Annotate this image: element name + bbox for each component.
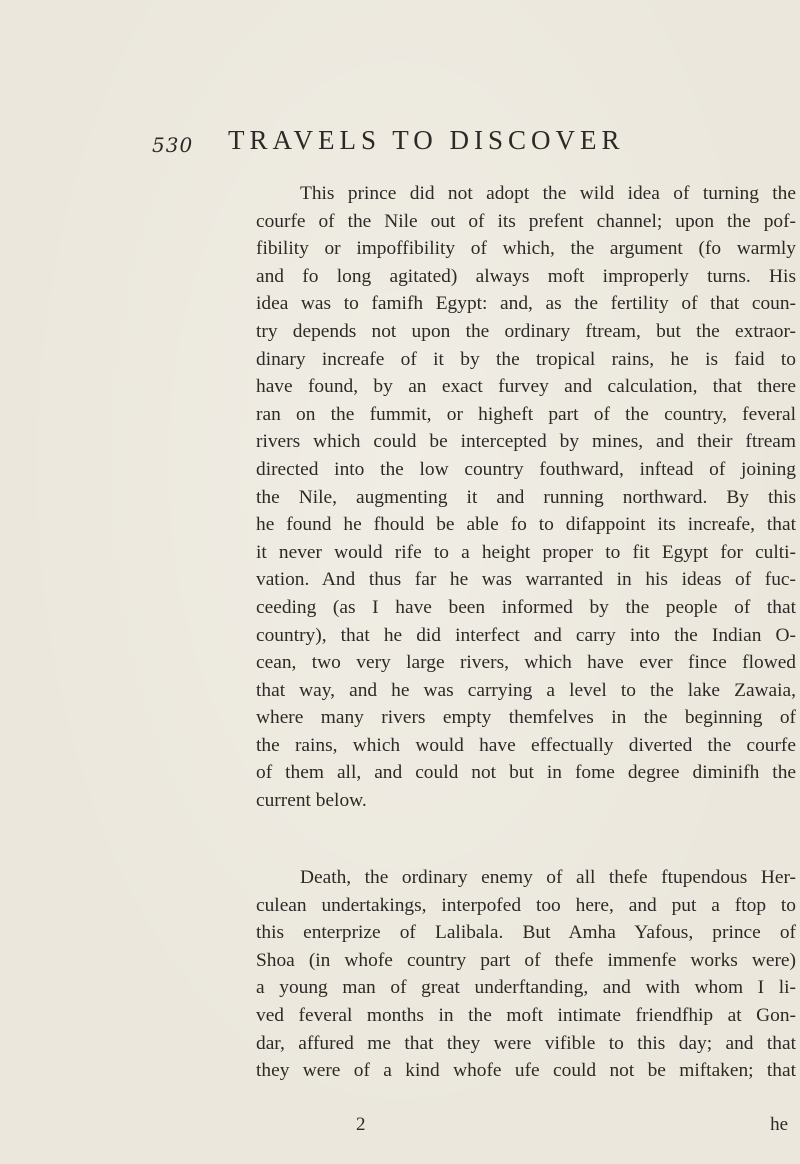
paragraph-line: it never would rife to a height proper to fit Egypt for culti- <box>256 541 796 563</box>
paragraph-line: Death, the ordinary enemy of all thefe ftupendous Her- <box>300 867 796 888</box>
catchword: he <box>770 1114 788 1135</box>
paragraph-line: idea was to famifh Egypt: and, as the fertility of that coun- <box>256 293 796 315</box>
paragraph-line: rivers which could be intercepted by mines, and their ftream <box>256 431 796 453</box>
paragraph-line: they were of a kind whofe ufe could not be miftaken; that <box>256 1060 796 1082</box>
paragraph-line: ran on the fummit, or higheft part of the country, feveral <box>256 403 796 425</box>
paragraph-line: fibility or impoffibility of which, the argument (fo warmly <box>256 238 796 260</box>
paragraph-2 <box>256 864 796 1085</box>
paragraph-line: country), that he did interfect and carry into the Indian O- <box>256 624 796 646</box>
paragraph-line: this enterprize of Lalibala. But Amha Yafous, prince of <box>256 922 796 944</box>
paragraph-line: This prince did not adopt the wild idea of turning the <box>300 183 796 204</box>
running-head: TRAVELS TO DISCOVER <box>228 125 625 155</box>
page-header <box>0 125 800 165</box>
paragraph-line: dinary increafe of it by the tropical rains, he is faid to <box>256 348 796 370</box>
paragraph-line: Shoa (in whofe country part of thefe immenfe works were) <box>256 949 796 971</box>
page-number: 530 <box>152 133 194 157</box>
paragraph-line: that way, and he was carrying a level to the lake Zawaia, <box>256 679 796 701</box>
paragraph-line: a young man of great underftanding, and with whom I li- <box>256 977 796 999</box>
paragraph-1 <box>256 180 796 815</box>
paragraph-line: courfe of the Nile out of its prefent channel; upon the pof- <box>256 210 796 232</box>
paragraph-line: ceeding (as I have been informed by the people of that <box>256 596 796 618</box>
page-footer <box>256 1114 796 1142</box>
paragraph-line: cean, two very large rivers, which have ever fince flowed <box>256 652 796 674</box>
paragraph-line: he found he fhould be able fo to difappoint its increafe, that <box>256 514 796 536</box>
signature-mark: 2 <box>356 1114 366 1135</box>
paragraph-line: have found, by an exact furvey and calculation, that there <box>256 376 796 398</box>
paragraph-line: the Nile, augmenting it and running northward. By this <box>256 486 796 508</box>
paragraph-line: where many rivers empty themfelves in the beginning of <box>256 707 796 729</box>
paragraph-line: ved feveral months in the moft intimate friendfhip at Gon- <box>256 1004 796 1026</box>
paragraph-line: try depends not upon the ordinary ftream, but the extraor- <box>256 320 796 342</box>
paragraph-line: current below. <box>256 790 367 812</box>
paragraph-line: and fo long agitated) always moft improperly turns. His <box>256 265 796 287</box>
paragraph-line: vation. And thus far he was warranted in his ideas of fuc- <box>256 569 796 591</box>
paragraph-line: directed into the low country fouthward, inftead of joining <box>256 458 796 480</box>
paragraph-line: of them all, and could not but in fome degree diminifh the <box>256 762 796 784</box>
paragraph-line: dar, affured me that they were vifible to this day; and that <box>256 1032 796 1054</box>
paragraph-line: culean undertakings, interpofed too here, and put a ftop to <box>256 894 796 916</box>
paragraph-line: the rains, which would have effectually diverted the courfe <box>256 734 796 756</box>
